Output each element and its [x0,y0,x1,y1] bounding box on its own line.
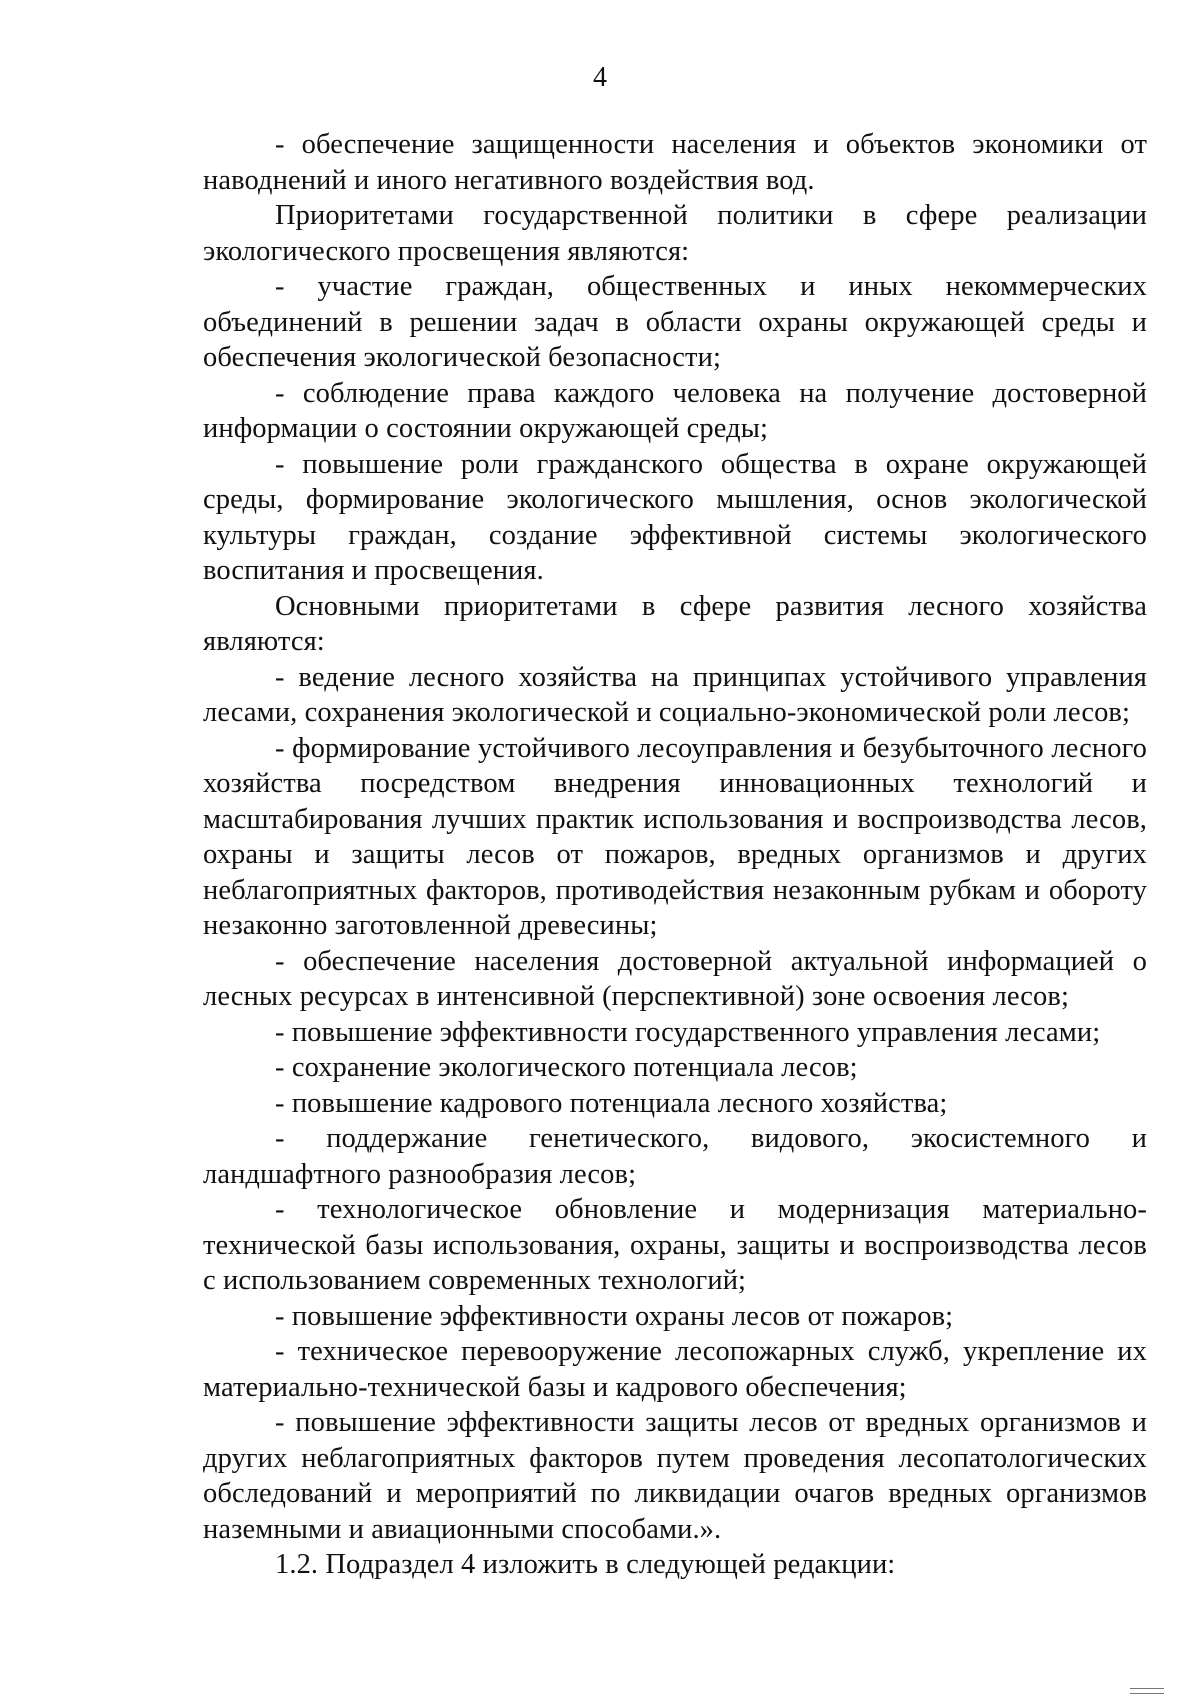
paragraph-forest-governance: - формирование устойчивого лесоуправления и безубыточного лесного хозяйства посредством внедрения инновационных технологий и масштабирования лучших практик использования и воспроизводства лесов, охраны и защиты лесов от пожаров, вредных организмов и других неблагоприятных факторов, противодействия незаконным рубкам и обороту незаконно заготовленной древесины; [203,732,1147,941]
paragraph-ecological-potential: - сохранение экологического потенциала лесов; [275,1052,858,1083]
paragraph-personnel-potential: - повышение кадрового потенциала лесного хозяйства; [275,1087,948,1119]
scan-artifact-mark [1130,1688,1164,1694]
paragraph-fire-services: - техническое перевооружение лесопожарных служб, укрепление их материально-технической базы и кадрового обеспечения; [203,1336,1147,1403]
paragraph-technological-renewal: - технологическое обновление и модернизация материально-технической базы использования, охраны, защиты и воспроизводства лесов с использованием современных технологий; [203,1194,1147,1296]
paragraph-biodiversity: - поддержание генетического, видового, экосистемного и ландшафтного разнообразия лесов; [203,1123,1147,1190]
paragraph-civil-society-role: - повышение роли гражданского общества в охране окружающей среды, формирование экологического мышления, основ экологической культуры граждан, создание эффективной системы экологического воспитания и просвещения. [203,448,1147,586]
paragraph-sustainable-forest-management: - ведение лесного хозяйства на принципах устойчивого управления лесами, сохранения экологической и социально-экономической роли лесов; [203,661,1147,728]
paragraph-fire-protection: - повышение эффективности охраны лесов от пожаров; [275,1300,954,1332]
paragraph-state-management: - повышение эффективности государственного управления лесами; [275,1016,1101,1048]
paragraph-eco-education-priorities: Приоритетами государственной политики в сфере реализации экологического просвещения являются: [203,200,1147,267]
page-number: 4 [593,62,607,93]
paragraph-right-to-information: - соблюдение права каждого человека на получение достоверной информации о состоянии окружающей среды; [203,377,1147,444]
paragraph-forest-information: - обеспечение населения достоверной актуальной информацией о лесных ресурсах в интенсивной (перспективной) зоне освоения лесов; [203,945,1147,1012]
paragraph-pest-protection: - повышение эффективности защиты лесов от вредных организмов и других неблагоприятных факторов путем проведения лесопатологических обследований и мероприятий по ликвидации очагов вредных организмов наземными и авиационными способами.». [203,1407,1147,1545]
paragraph-flood-protection: - обеспечение защищенности населения и объектов экономики от наводнений и иного негативного воздействия вод. [203,129,1147,196]
document-body [203,127,1147,1583]
paragraph-subsection-amendment: 1.2. Подраздел 4 изложить в следующей редакции: [275,1549,896,1580]
paragraph-citizen-participation: - участие граждан, общественных и иных некоммерческих объединений в решении задач в области охраны окружающей среды и обеспечения экологической безопасности; [203,271,1147,373]
paragraph-forestry-priorities: Основными приоритетами в сфере развития лесного хозяйства являются: [203,590,1147,657]
